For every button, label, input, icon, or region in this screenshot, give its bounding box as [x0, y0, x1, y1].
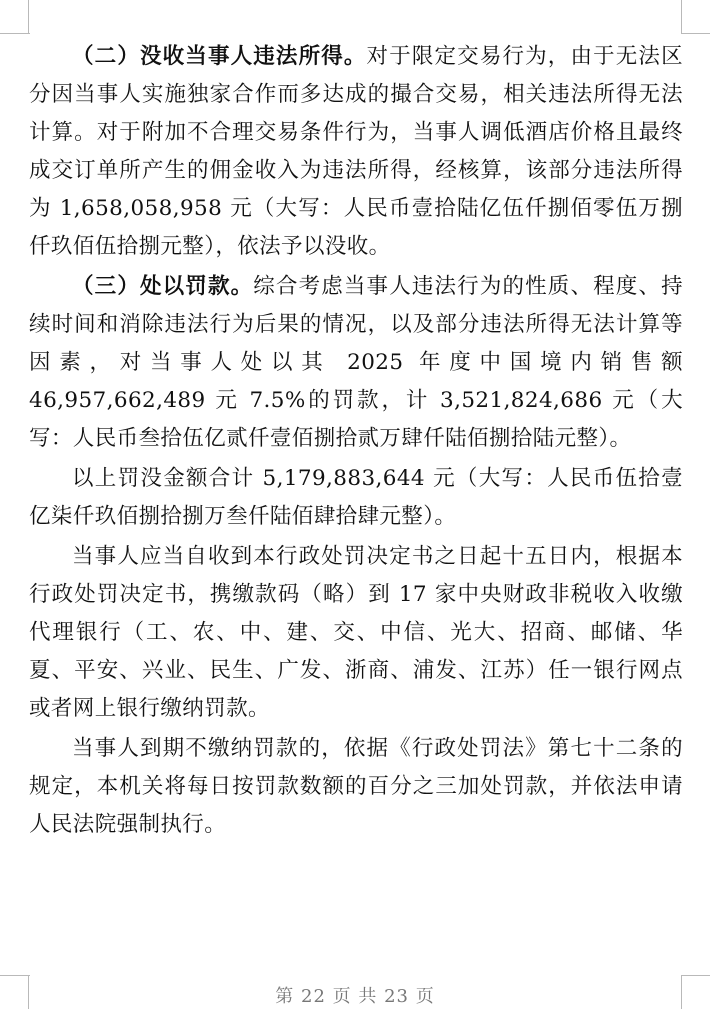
crop-mark-top-right-v — [681, 0, 682, 34]
crop-mark-top-left-v — [28, 0, 29, 34]
page-number-footer: 第 22 页 共 23 页 — [275, 986, 435, 1007]
paragraph-late-penalty — [29, 730, 683, 844]
paragraph-text: 当事人应当自收到本行政处罚决定书之日起十五日内，根据本行政处罚决定书，携缴款码（略）到 17 家中央财政非税收入收缴代理银行（工、农、中、建、交、中信、光大、招商、邮储、华夏、平安、兴业、民生、广发、浙商、浦发、江苏）任一银行网点或者网上银行缴纳罚款。 — [29, 544, 683, 721]
paragraph-payment — [29, 538, 683, 728]
crop-mark-bottom-right-h — [681, 975, 710, 976]
paragraph-confiscation — [29, 38, 683, 266]
crop-mark-top-left-h — [0, 33, 30, 34]
paragraph-text: 综合考虑当事人违法行为的性质、程度、持续时间和消除违法行为后果的情况，以及部分违法所得无法计算等因素，对当事人处以其 2025 年度中国境内销售额 46,957,662,489 元 7.5%的罚款，计 3,521,824,686 元（大写：人民币叁拾伍亿贰仟壹佰捌拾贰万肆仟陆佰捌拾陆元整）。 — [29, 274, 683, 451]
paragraph-text: 当事人到期不缴纳罚款的，依据《行政处罚法》第七十二条的规定，本机关将每日按罚款数额的百分之三加处罚款，并依法申请人民法院强制执行。 — [29, 736, 683, 837]
paragraph-fine — [29, 268, 683, 458]
paragraph-text: 以上罚没金额合计 5,179,883,644 元（大写：人民币伍拾壹亿柒仟玖佰捌拾捌万叁仟陆佰肆拾肆元整）。 — [29, 466, 683, 529]
document-body — [29, 38, 683, 846]
paragraph-text: 对于限定交易行为，由于无法区分因当事人实施独家合作而多达成的撮合交易，相关违法所得无法计算。对于附加不合理交易条件行为，当事人调低酒店价格且最终成交订单所产生的佣金收入为违法所得，经核算，该部分违法所得为 1,658,058,958 元（大写：人民币壹拾陆亿伍仟捌佰零伍万捌仟玖佰伍拾捌元整），依法予以没收。 — [29, 44, 683, 259]
section-heading-confiscation: （二）没收当事人违法所得。 — [72, 44, 367, 69]
paragraph-total — [29, 460, 683, 536]
crop-mark-bottom-left-h — [0, 975, 30, 976]
section-heading-fine: （三）处以罚款。 — [72, 274, 254, 299]
crop-mark-top-right-h — [681, 33, 710, 34]
